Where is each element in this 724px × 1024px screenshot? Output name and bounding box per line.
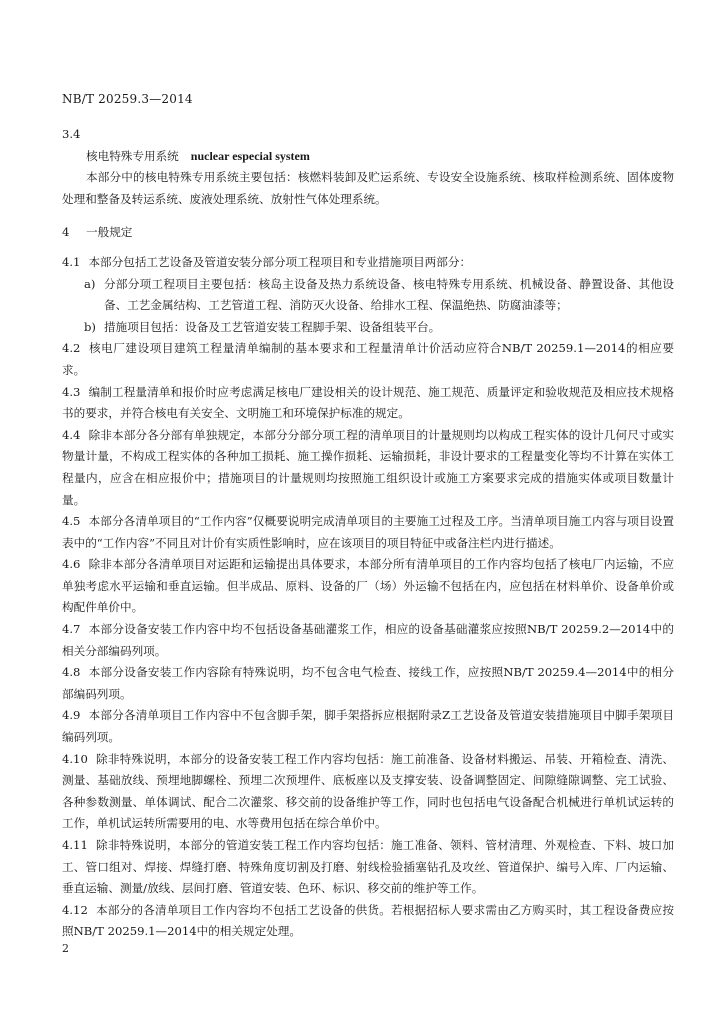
list-item-label: b)	[84, 319, 96, 334]
clause-text: 本部分设备安装工作内容中均不包括设备基础灌浆工作，相应的设备基础灌浆应按照NB/T 20259.2—2014中的相关分部编码列项。	[62, 622, 674, 658]
clause-4-6	[62, 554, 674, 619]
list-item-text: 分部分项工程项目主要包括：核岛主设备及热力系统设备、核电特殊专用系统、机械设备、静置设备、其他设备、工艺金属结构、工艺管道工程、消防灭火设备、给排水工程、保温绝热、防腐油漆等；	[104, 276, 674, 313]
clause-number: 4.9	[62, 708, 81, 723]
clause-number: 4.10	[62, 751, 88, 766]
list-item	[84, 317, 674, 339]
clause-number: 4.11	[62, 838, 88, 852]
section-4-number: 4	[62, 225, 70, 240]
section-4-heading	[62, 222, 674, 244]
clause-text: 本部分设备安装工作内容除有特殊说明，均不包含电气检查、接线工作，应按照NB/T 20259.4—2014中的相分部编码列项。	[62, 665, 674, 701]
clause-4-11	[62, 835, 674, 900]
clause-4-8	[62, 662, 674, 705]
term-line	[86, 146, 674, 168]
section-4-title: 一般规定	[86, 225, 133, 240]
clause-text: 编制工程量清单和报价时应考虑满足核电厂建设相关的设计规范、施工规范、质量评定和验收规范及相应技术规格书的要求，并符合核电有关安全、文明施工和环境保护标准的规定。	[62, 384, 674, 421]
term-english: nuclear especial system	[190, 148, 310, 163]
page-number: 2	[62, 942, 69, 955]
term-definition: 本部分中的核电特殊专用系统主要包括：核燃料装卸及贮运系统、专设安全设施系统、核取样检测系统、固体废物处理和整备及转运系统、废液处理系统、放射性气体处理系统。	[62, 170, 674, 206]
clause-text: 本部分各清单项目工作内容中不包含脚手架，脚手架搭拆应根据附录Z工艺设备及管道安装措施项目中脚手架项目编码列项。	[62, 708, 674, 745]
clause-text: 除非本部分各清单项目对运距和运输提出具体要求，本部分所有清单项目的工作内容均包括了核电厂内运输，不应单独考虑水平运输和垂直运输。但半成品、原料、设备的厂（场）外运输不包括在内，应包括在材料单价、设备单价或构配件单价中。	[62, 557, 674, 615]
clause-number: 4.5	[62, 514, 81, 529]
clause-4-12	[62, 900, 674, 943]
clause-number: 4.8	[62, 665, 81, 680]
document-id-header: NB/T 20259.3—2014	[62, 92, 193, 106]
page-content	[62, 124, 674, 943]
section-3-4-number: 3.4	[62, 127, 81, 141]
clause-number: 4.3	[62, 384, 81, 399]
clause-4-3	[62, 382, 674, 425]
term-chinese: 核电特殊专用系统	[86, 148, 179, 163]
list-item-text: 措施项目包括：设备及工艺管道安装工程脚手架、设备组装平台。	[104, 319, 441, 334]
clause-4-7	[62, 619, 674, 662]
clause-number: 4.4	[62, 427, 81, 442]
clause-4-4	[62, 425, 674, 511]
clause-4-2	[62, 338, 674, 381]
clause-text: 本部分包括工艺设备及管道安装分部分项工程项目和专业措施项目两部分：	[88, 254, 472, 269]
clause-text: 除非本部分各分部有单独规定，本部分分部分项工程的清单项目的计量规则均以构成工程实体的设计几何尺寸或实物量计量，不构成工程实体的各种加工损耗、施工操作损耗、运输损耗，非设计要求的工程量变化等均不计算在实体工程量内，应含在相应报价中；措施项目的计量规则均按照施工组织设计或施工方案要求完成的措施实体或项目数量计量。	[62, 427, 674, 507]
list-item-label: a)	[84, 276, 96, 291]
clause-text: 核电厂建设项目建筑工程量清单编制的基本要求和工程量清单计价活动应符合NB/T 20259.1—2014的相应要求。	[62, 341, 674, 377]
clause-text: 除非特殊说明，本部分的管道安装工程工作内容均包括：施工准备、领料、管材清理、外观检查、下料、坡口加工、管口组对、焊接、焊缝打磨、特殊角度切割及打磨、射线检验插塞钻孔及攻丝、管道保护、编号入库、厂内运输、垂直运输、测量/放线、层间打磨、管道安装、色环、标识、移交前的维护等工作。	[62, 838, 674, 896]
clause-4-10	[62, 749, 674, 835]
clause-number: 4.12	[62, 902, 88, 917]
clause-text: 本部分各清单项目的“工作内容”仅概要说明完成清单项目的主要施工过程及工序。当清单项目施工内容与项目设置表中的“工作内容”不同且对计价有实质性影响时，应在该项目的项目特征中或备注栏内进行描述。	[62, 514, 674, 550]
clause-4-5	[62, 511, 674, 554]
list-item	[84, 274, 674, 317]
clause-number: 4.7	[62, 622, 81, 637]
clause-list	[62, 252, 674, 943]
clause-number: 4.6	[62, 557, 81, 572]
clause-number: 4.2	[62, 341, 81, 356]
clause-4-9	[62, 705, 674, 748]
clause-text: 本部分的各清单项目工作内容均不包括工艺设备的供货。若根据招标人要求需由乙方购买时，其工程设备费应按照NB/T 20259.1—2014中的相关规定处理。	[62, 902, 674, 939]
clause-4-1	[62, 252, 674, 274]
clause-number: 4.1	[62, 254, 81, 269]
clause-text: 除非特殊说明，本部分的设备安装工程工作内容均包括：施工前准备、设备材料搬运、吊装、开箱检查、清洗、测量、基础放线、预埋地脚螺栓、预埋二次预埋件、底板座以及支撑安装、设备调整固定、间隙缝隙调整、完工试验、各种参数测量、单体调试、配合二次灌浆、移交前的设备维护等工作，同时也包括电气设备配合机械进行单机试运转的工作，单机试运转所需要用的电、水等费用包括在综合单价中。	[62, 751, 674, 831]
